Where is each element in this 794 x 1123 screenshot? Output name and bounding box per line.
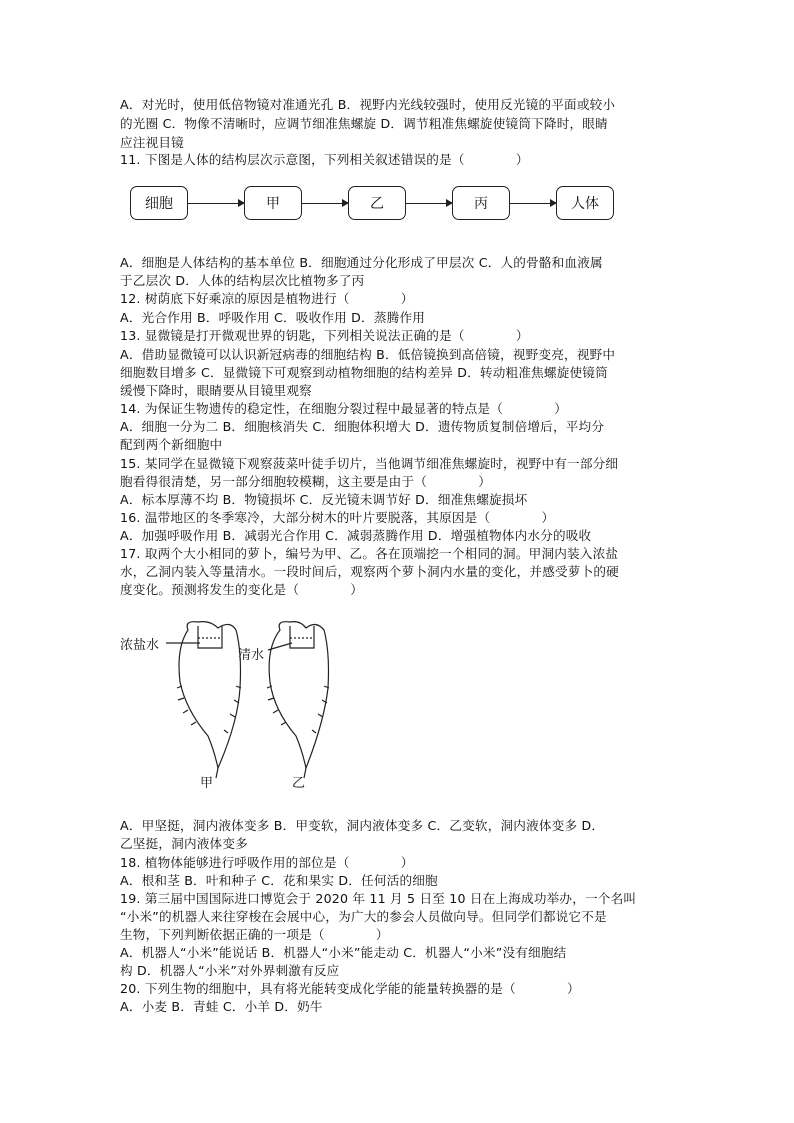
text-line: A．根和茎 B．叶和种子 C．花和果实 D．任何活的细胞 — [120, 873, 438, 888]
text-line: 生物，下列判断依据正确的一项是（ ） — [120, 927, 389, 942]
text-line: 水，乙洞内装入等量清水。一段时间后，观察两个萝卜洞内水量的变化，并感受萝卜的硬 — [120, 564, 619, 579]
question-12: 12. 树荫底下好乘凉的原因是植物进行（ ） — [120, 291, 414, 306]
question-11: 11. 下图是人体的结构层次示意图，下列相关叙述错误的是（ ） — [120, 152, 529, 167]
text-line: 于乙层次 D．人体的结构层次比植物多了丙 — [120, 273, 365, 288]
flow-box-human: 人体 — [556, 186, 614, 220]
arrow-icon — [510, 203, 556, 204]
structure-level-diagram — [128, 186, 618, 232]
text-line: A．细胞一分为二 B．细胞核消失 C．细胞体积增大 D．遗传物质复制倍增后，平均分 — [120, 419, 605, 434]
question-15: 15. 某同学在显微镜下观察菠菜叶徒手切片，当他调节细准焦螺旋时，视野中有一部分细 — [120, 456, 619, 471]
question-16: 16. 温带地区的冬季寒冷，大部分树木的叶片要脱落，其原因是（ ） — [120, 510, 555, 525]
arrow-icon — [302, 203, 348, 204]
text-line: 胞看得很清楚，另一部分细胞较模糊，这主要是由于（ ） — [120, 474, 492, 489]
text-line: 缓慢下降时，眼睛要从目镜里观察 — [120, 383, 312, 398]
text-line: A．小麦 B．青蛙 C．小羊 D．奶牛 — [120, 999, 323, 1014]
text-line: A．机器人“小米”能说话 B．机器人“小米”能走动 C．机器人“小米”没有细胞结 — [120, 945, 567, 960]
arrow-icon — [188, 203, 244, 204]
text-line: A．借助显微镜可以认识新冠病毒的细胞结构 B．低倍镜换到高倍镜，视野变亮，视野中 — [120, 347, 616, 362]
text-line: 乙坚挺，洞内液体变多 — [120, 836, 248, 851]
text-line: 细胞数目增多 C．显微镜下可观察到动植物细胞的结构差异 D．转动粗准焦螺旋使镜筒 — [120, 365, 608, 380]
label-salt-water: 浓盐水 — [120, 638, 160, 653]
text-line: A．对光时，使用低倍物镜对准通光孔 B．视野内光线较强时，使用反光镜的平面或较小 — [120, 97, 616, 112]
question-17: 17. 取两个大小相同的萝卜，编号为甲、乙。各在顶端挖一个相同的洞。甲洞内装入浓盐 — [120, 546, 619, 561]
question-14: 14. 为保证生物遗传的稳定性，在细胞分裂过程中最显著的特点是（ ） — [120, 401, 568, 416]
text-line: 度变化。预测将发生的变化是（ ） — [120, 582, 364, 597]
text-line: A．甲坚挺，洞内液体变多 B．甲变软，洞内液体变多 C．乙变软，洞内液体变多 D． — [120, 818, 605, 833]
text-line: “小米”的机器人来往穿梭在会展中心，为广大的参会人员做向导。但同学们都说它不是 — [120, 909, 607, 924]
arrow-icon — [406, 203, 452, 204]
question-20: 20. 下列生物的细胞中，具有将光能转变成化学能的能量转换器的是（ ） — [120, 981, 580, 996]
question-18: 18. 植物体能够进行呼吸作用的部位是（ ） — [120, 855, 414, 870]
text-line: 的光圈 C．物像不清晰时，应调节细准焦螺旋 D．调节粗准焦螺旋使镜筒下降时，眼睛 — [120, 116, 608, 131]
question-19: 19. 第三届中国国际进口博览会于 2020 年 11 月 5 日至 10 日在上海成功举办，一个名叫 — [120, 891, 637, 906]
flow-box-yi: 乙 — [348, 186, 406, 220]
text-line: 应注视目镜 — [120, 135, 184, 150]
text-line: 配到两个新细胞中 — [120, 437, 223, 452]
label-yi: 乙 — [292, 776, 306, 791]
text-line: A．光合作用 B．呼吸作用 C．吸收作用 D．蒸腾作用 — [120, 310, 426, 325]
flow-box-bing: 丙 — [452, 186, 510, 220]
flow-box-cell: 细胞 — [130, 186, 188, 220]
flow-box-jia: 甲 — [244, 186, 302, 220]
radish-experiment-figure — [118, 618, 348, 790]
label-jia: 甲 — [200, 776, 214, 791]
text-line: 构 D．机器人“小米”对外界刺激有反应 — [120, 963, 340, 978]
text-line: A．加强呼吸作用 B．减弱光合作用 C．减弱蒸腾作用 D．增强植物体内水分的吸收 — [120, 528, 592, 543]
label-clear-water: 清水 — [238, 648, 265, 663]
text-line: A．细胞是人体结构的基本单位 B．细胞通过分化形成了甲层次 C．人的骨骼和血液属 — [120, 255, 603, 270]
text-line: A．标本厚薄不均 B．物镜损坏 C．反光镜未调节好 D．细准焦螺旋损坏 — [120, 492, 528, 507]
question-13: 13. 显微镜是打开微观世界的钥匙，下列相关说法正确的是（ ） — [120, 328, 529, 343]
